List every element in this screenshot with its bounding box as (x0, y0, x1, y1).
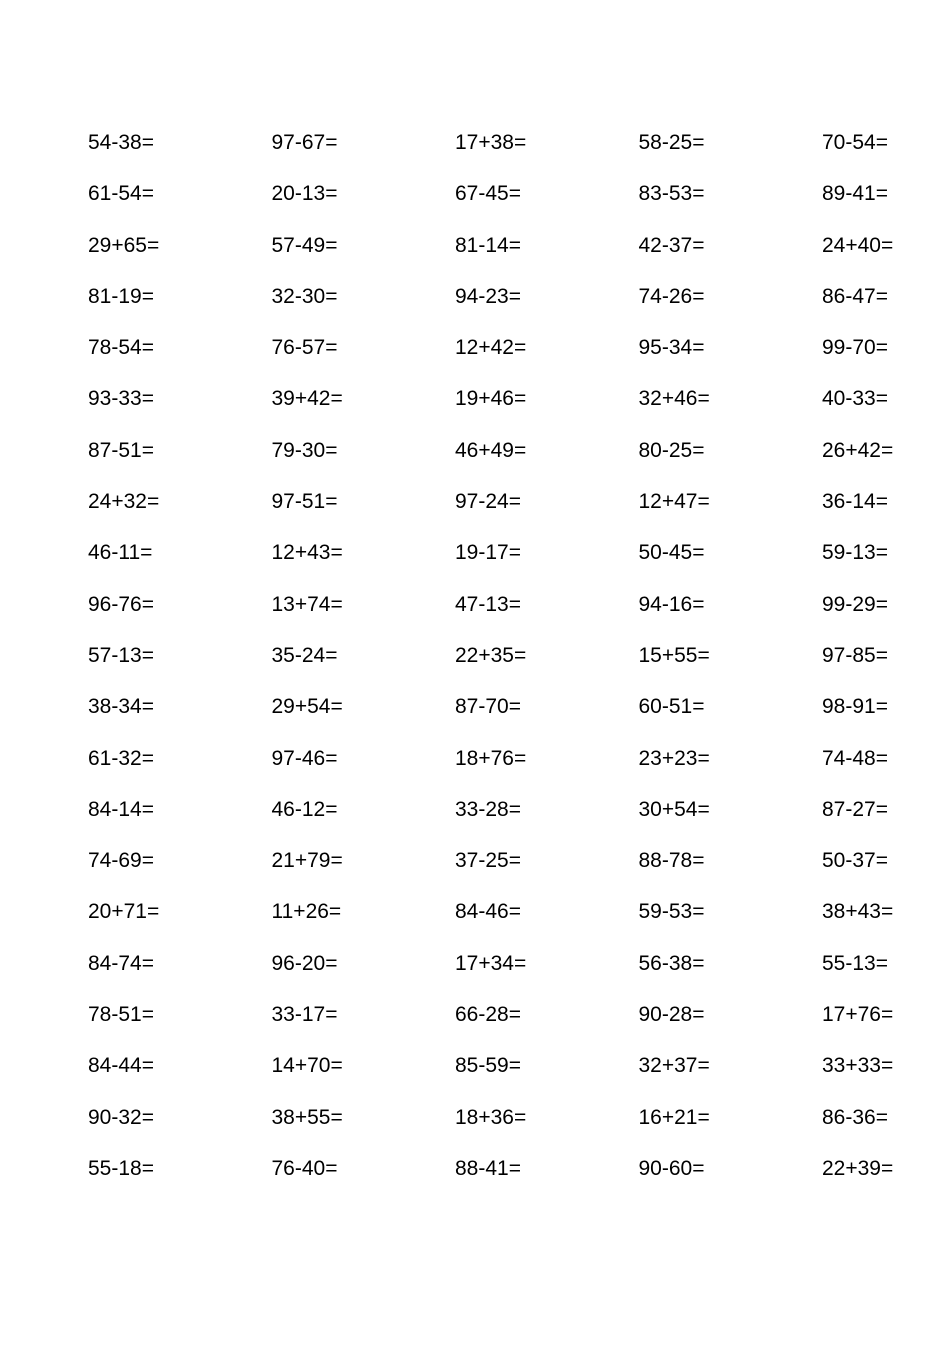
problem-row (88, 589, 928, 640)
math-problem: 94-16= (638, 592, 705, 616)
problem-row (88, 127, 928, 178)
math-problem: 96-76= (88, 592, 154, 616)
problem-row (88, 845, 928, 896)
problem-row (88, 1050, 928, 1101)
math-problem: 47-13= (455, 592, 521, 616)
math-problem: 56-38= (638, 951, 705, 975)
math-problem: 87-27= (822, 797, 888, 821)
math-problem: 81-19= (88, 284, 154, 308)
math-problem: 79-30= (271, 438, 338, 462)
math-problem: 16+21= (638, 1105, 710, 1129)
math-problem: 59-53= (638, 900, 705, 924)
problem-row (88, 281, 928, 332)
math-problem: 55-13= (822, 951, 888, 975)
math-problem: 42-37= (638, 233, 705, 257)
math-problem: 18+76= (455, 746, 527, 770)
math-problem: 18+36= (455, 1105, 527, 1129)
problem-row (88, 332, 928, 383)
math-problem: 50-37= (822, 849, 888, 873)
math-problem: 84-14= (88, 797, 154, 821)
math-problem: 97-46= (271, 746, 338, 770)
math-problem: 87-51= (88, 438, 154, 462)
math-problem: 39+42= (271, 387, 343, 411)
math-problem: 11+26= (271, 900, 342, 924)
math-problem: 74-26= (638, 284, 705, 308)
math-problem: 46-11= (88, 541, 153, 565)
problem-row (88, 486, 928, 537)
math-problem: 12+43= (271, 541, 343, 565)
math-problem: 97-67= (271, 131, 338, 154)
math-problem: 38+43= (822, 900, 894, 924)
math-problem: 33-17= (271, 1003, 338, 1027)
problem-row (88, 1102, 928, 1153)
problem-row (88, 691, 928, 742)
math-problem: 38+55= (271, 1105, 343, 1129)
problem-row (88, 435, 928, 486)
math-problem: 22+39= (822, 1156, 894, 1180)
problem-row (88, 896, 928, 947)
math-problem: 14+70= (271, 1054, 343, 1078)
math-problem: 36-14= (822, 490, 888, 514)
math-problem: 90-60= (638, 1156, 705, 1180)
math-problem: 60-51= (638, 695, 705, 719)
math-problem: 23+23= (638, 746, 710, 770)
problem-row (88, 230, 928, 281)
math-problem: 33-28= (455, 797, 521, 821)
math-problem: 17+38= (455, 131, 527, 154)
math-problem: 74-48= (822, 746, 888, 770)
math-problem: 17+34= (455, 951, 527, 975)
math-problem: 84-44= (88, 1054, 154, 1078)
problem-row (88, 537, 928, 588)
math-problem: 81-14= (455, 233, 521, 257)
math-problem: 26+42= (822, 438, 894, 462)
math-problem: 86-36= (822, 1105, 888, 1129)
math-problem: 38-34= (88, 695, 154, 719)
math-problem: 88-78= (638, 849, 705, 873)
math-problem: 76-40= (271, 1156, 338, 1180)
math-problem: 70-54= (822, 131, 888, 154)
math-problem: 95-34= (638, 336, 705, 360)
problem-row (88, 1153, 928, 1204)
math-problem: 97-24= (455, 490, 521, 514)
problem-row (88, 640, 928, 691)
math-problem: 74-69= (88, 849, 154, 873)
math-problem: 66-28= (455, 1003, 521, 1027)
math-problem: 24+40= (822, 233, 894, 257)
math-problem: 19-17= (455, 541, 521, 565)
math-problem: 29+54= (271, 695, 343, 719)
problem-row (88, 743, 928, 794)
math-problem: 12+47= (638, 490, 710, 514)
math-problem: 59-13= (822, 541, 888, 565)
math-problem: 20+71= (88, 900, 160, 924)
math-problem: 46-12= (271, 797, 338, 821)
math-problem: 78-51= (88, 1003, 154, 1027)
math-problem: 57-49= (271, 233, 338, 257)
arithmetic-worksheet (88, 127, 928, 1204)
math-problem: 99-70= (822, 336, 888, 360)
math-problem: 99-29= (822, 592, 888, 616)
math-problem: 37-25= (455, 849, 521, 873)
math-problem: 84-46= (455, 900, 521, 924)
math-problem: 22+35= (455, 643, 527, 667)
math-problem: 24+32= (88, 490, 160, 514)
problem-row (88, 178, 928, 229)
math-problem: 15+55= (638, 643, 710, 667)
problem-row (88, 383, 928, 434)
math-problem: 98-91= (822, 695, 888, 719)
math-problem: 19+46= (455, 387, 527, 411)
math-problem: 20-13= (271, 182, 338, 206)
math-problem: 90-32= (88, 1105, 154, 1129)
math-problem: 30+54= (638, 797, 710, 821)
math-problem: 32-30= (271, 284, 338, 308)
math-problem: 55-18= (88, 1156, 154, 1180)
math-problem: 12+42= (455, 336, 527, 360)
math-problem: 29+65= (88, 233, 160, 257)
math-problem: 80-25= (638, 438, 705, 462)
math-problem: 78-54= (88, 336, 154, 360)
math-problem: 90-28= (638, 1003, 705, 1027)
math-problem: 21+79= (271, 849, 343, 873)
math-problem: 33+33= (822, 1054, 894, 1078)
math-problem: 86-47= (822, 284, 888, 308)
math-problem: 61-54= (88, 182, 154, 206)
math-problem: 54-38= (88, 131, 154, 154)
math-problem: 85-59= (455, 1054, 521, 1078)
math-problem: 32+46= (638, 387, 710, 411)
problem-row (88, 999, 928, 1050)
math-problem: 97-51= (271, 490, 338, 514)
math-problem: 13+74= (271, 592, 343, 616)
math-problem: 17+76= (822, 1003, 894, 1027)
math-problem: 35-24= (271, 643, 338, 667)
problem-row (88, 794, 928, 845)
math-problem: 84-74= (88, 951, 154, 975)
math-problem: 96-20= (271, 951, 338, 975)
math-problem: 97-85= (822, 643, 888, 667)
math-problem: 94-23= (455, 284, 521, 308)
math-problem: 87-70= (455, 695, 521, 719)
math-problem: 57-13= (88, 643, 154, 667)
problem-row (88, 948, 928, 999)
math-problem: 83-53= (638, 182, 705, 206)
math-problem: 67-45= (455, 182, 521, 206)
math-problem: 93-33= (88, 387, 154, 411)
math-problem: 50-45= (638, 541, 705, 565)
math-problem: 46+49= (455, 438, 527, 462)
math-problem: 88-41= (455, 1156, 521, 1180)
math-problem: 58-25= (638, 131, 705, 154)
math-problem: 40-33= (822, 387, 888, 411)
math-problem: 76-57= (271, 336, 338, 360)
math-problem: 89-41= (822, 182, 888, 206)
math-problem: 61-32= (88, 746, 154, 770)
math-problem: 32+37= (638, 1054, 710, 1078)
